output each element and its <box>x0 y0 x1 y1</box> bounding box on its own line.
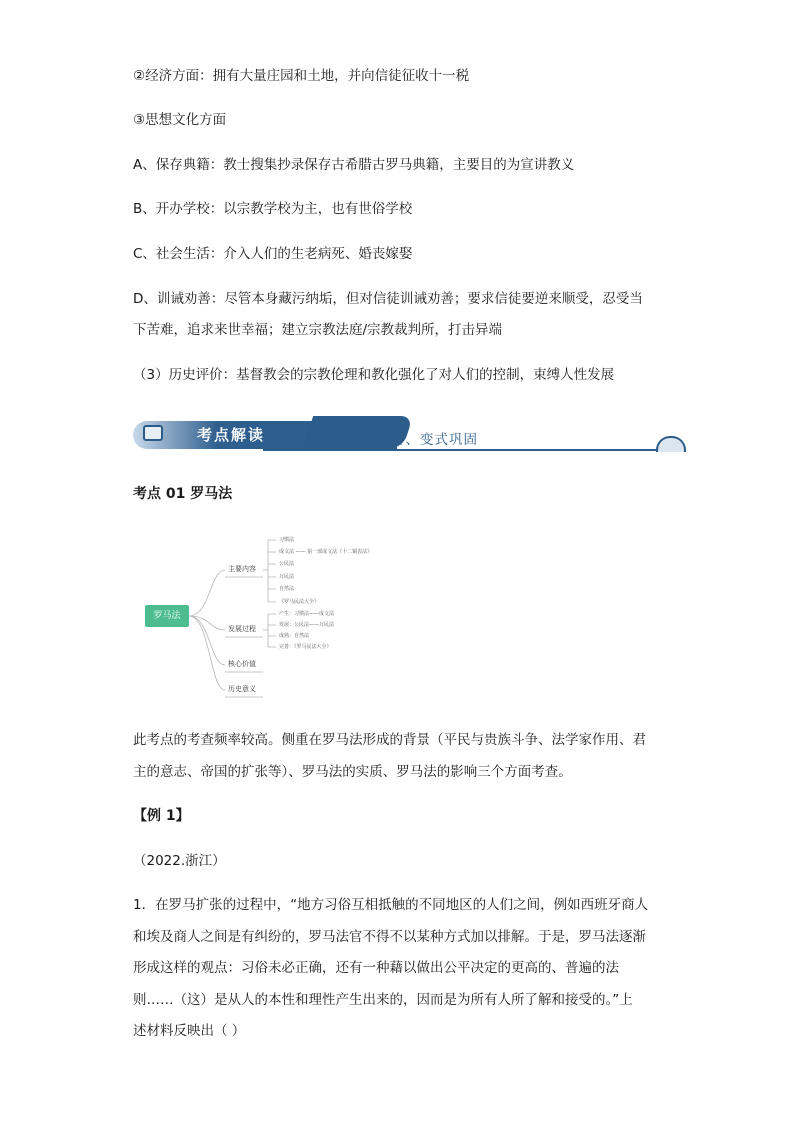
mind-map-root: 罗马法 <box>145 605 189 627</box>
question-line1: 1．在罗马扩张的过程中，“地方习俗互相抵触的不同地区的人们之间，例如西班牙商人 <box>133 897 649 913</box>
question-line4: 则……（这）是从人的本性和理性产生出来的，因而是为所有人所了解和接受的。”上 <box>133 992 633 1008</box>
example-label: 【例 1】 <box>133 808 190 824</box>
item-a: A、保存典籍：教士搜集抄录保存古希腊古罗马典籍，主要目的为宣讲教义 <box>133 157 575 173</box>
leaf-origin: 产生：习惯法——成文法 <box>279 611 335 617</box>
branch-core-value: 核心价值 <box>228 660 256 668</box>
node-underlines <box>225 577 263 697</box>
section-banner <box>133 416 686 454</box>
culture-heading: ③思想文化方面 <box>133 112 227 128</box>
analysis-line2: 主的意志、帝国的扩张等）、罗马法的实质、罗马法的影响三个方面考查。 <box>133 764 572 780</box>
item-b: B、开办学校：以宗教学校为主，也有世俗学校 <box>133 201 413 217</box>
question-line2: 和埃及商人之间是有纠纷的，罗马法官不得不以某种方式加以排解。于是，罗马法逐渐 <box>133 929 646 945</box>
banner-divider <box>263 449 686 451</box>
item-c: C、社会生活：介入人们的生老病死、婚丧嫁娶 <box>133 246 413 262</box>
connector-leaves-1 <box>263 540 268 602</box>
question-line5: 述材料反映出（ ） <box>133 1023 246 1039</box>
evaluation-line: （3）历史评价：基督教会的宗教伦理和教化强化了对人们的控制，束缚人性发展 <box>133 367 615 383</box>
question-line3: 形成这样的观点：习俗未必正确，还有一种藉以做出公平决定的更高的、普遍的法 <box>133 960 619 976</box>
kaodian-heading: 考点 01 罗马法 <box>133 486 233 502</box>
leaf-maturity: 成熟：自然法 <box>279 633 310 639</box>
banner-subtitle: 考向分析、典例精讲、变式巩固 <box>275 432 478 448</box>
example-source: （2022.浙江） <box>133 853 226 869</box>
banner-title: 考点解读 <box>197 426 266 444</box>
chat-icon <box>143 425 163 441</box>
branch-significance: 历史意义 <box>228 685 256 693</box>
leaf-growth: 发展：公民法——万民法 <box>279 622 335 628</box>
analysis-line1: 此考点的考查频率较高。侧重在罗马法形成的背景（平民与贵族斗争、法学家作用、君 <box>133 732 646 748</box>
branch-development: 发展过程 <box>228 625 256 633</box>
leaf-perfection: 完善：《罗马民法大全》 <box>279 644 332 650</box>
connector-significance <box>189 616 225 690</box>
leaf-written-law: 成文法 —— 第一部成文法《十二铜表法》 <box>279 549 373 555</box>
connector-main-content <box>189 570 225 616</box>
leaf-corpus-juris: 《罗马民法大全》 <box>279 599 320 605</box>
connector-core-value <box>189 616 225 665</box>
leaf-customary-law: 习惯法 <box>279 537 295 543</box>
dome-icon <box>656 436 686 452</box>
mind-map <box>140 530 410 700</box>
leaf-law-of-nations: 万民法 <box>279 574 295 580</box>
branch-main-content: 主要内容 <box>228 565 256 573</box>
item-d-line2: 下苦难，追求来世幸福；建立宗教法庭/宗教裁判所，打击异端 <box>133 322 503 338</box>
connector-leaves-2-ticks <box>268 614 276 647</box>
leaf-civil-law: 公民法 <box>279 561 295 567</box>
economic-line: ②经济方面：拥有大量庄园和土地，并向信徒征收十一税 <box>133 68 470 84</box>
leaf-natural-law: 自然法 <box>279 586 295 592</box>
connector-leaves-2 <box>263 614 268 647</box>
item-d-line1: D、训诫劝善：尽管本身藏污纳垢，但对信徒训诫劝善；要求信徒要逆来顺受，忍受当 <box>133 291 643 307</box>
connector-leaves-1-ticks <box>268 540 276 602</box>
